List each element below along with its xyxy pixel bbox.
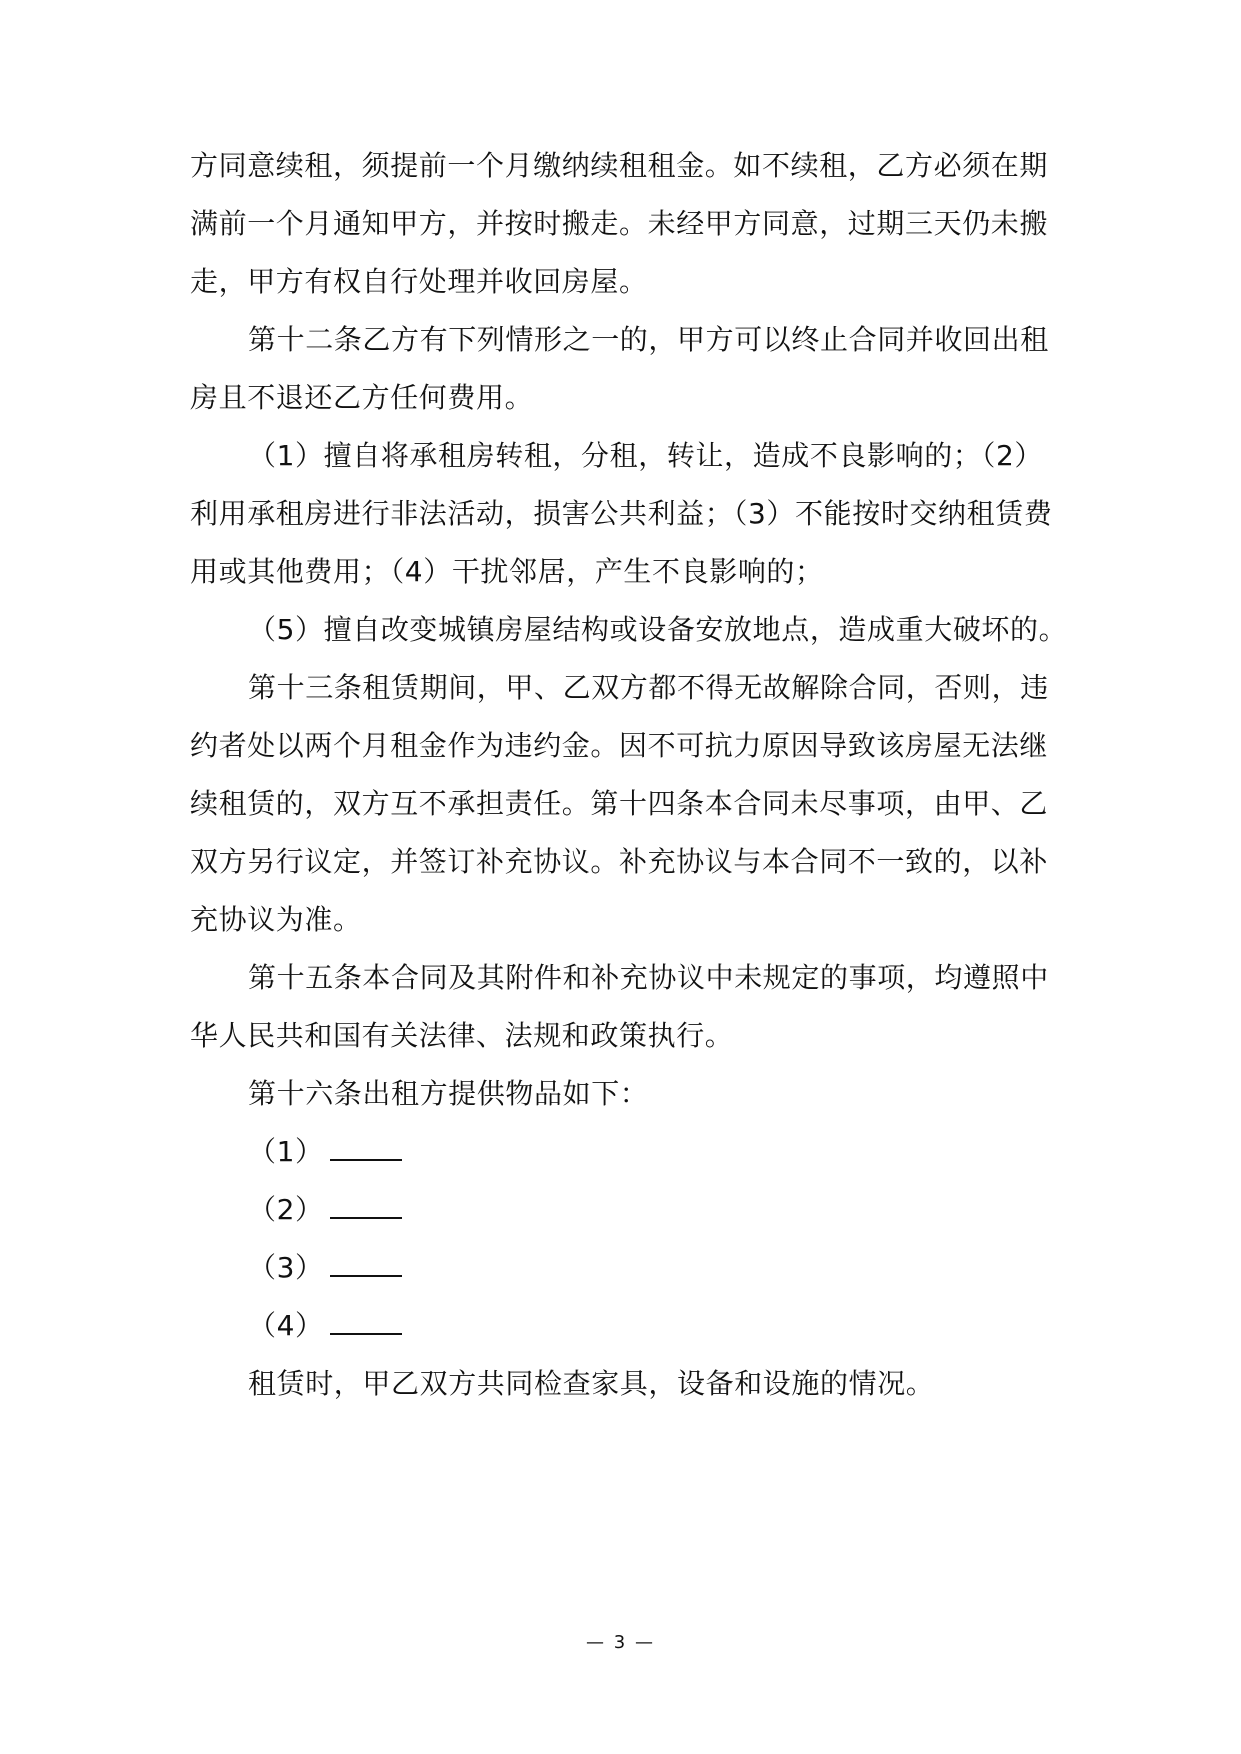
item-number: （1）	[248, 1135, 324, 1168]
item-number: （2）	[248, 1193, 324, 1226]
fill-blank	[330, 1135, 402, 1161]
article-12-line: 第十二条乙方有下列情形之一的，甲方可以终止合同并收回出租	[248, 323, 1049, 356]
fill-blank	[330, 1309, 402, 1335]
page-number: — 3 —	[586, 1632, 655, 1653]
article-13-line: 第十三条租赁期间，甲、乙双方都不得无故解除合同，否则，违	[248, 671, 1049, 704]
item-number: （3）	[248, 1251, 324, 1284]
body-line: 走，甲方有权自行处理并收回房屋。	[190, 265, 648, 298]
body-line: 方同意续租，须提前一个月缴纳续租租金。如不续租，乙方必须在期	[190, 149, 1049, 182]
body-line: 续租赁的，双方互不承担责任。第十四条本合同未尽事项，由甲、乙	[190, 787, 1049, 820]
article-15-line: 第十五条本合同及其附件和补充协议中未规定的事项，均遵照中	[248, 961, 1049, 994]
body-line: 满前一个月通知甲方，并按时搬走。未经甲方同意，过期三天仍未搬	[190, 207, 1049, 240]
body-line: 充协议为准。	[190, 903, 362, 936]
body-line: 约者处以两个月租金作为违约金。因不可抗力原因导致该房屋无法继	[190, 729, 1049, 762]
item-line	[248, 1308, 402, 1344]
body-line: 双方另行议定，并签订补充协议。补充协议与本合同不一致的，以补	[190, 845, 1049, 878]
body-line: 租赁时，甲乙双方共同检查家具，设备和设施的情况。	[248, 1367, 935, 1400]
item-line	[248, 1134, 402, 1170]
body-line: 用或其他费用；（4）干扰邻居，产生不良影响的；	[190, 555, 824, 588]
body-line: 华人民共和国有关法律、法规和政策执行。	[190, 1019, 734, 1052]
fill-blank	[330, 1251, 402, 1277]
item-line	[248, 1250, 402, 1286]
clause-line: （5）擅自改变城镇房屋结构或设备安放地点，造成重大破坏的。	[248, 613, 1068, 646]
body-line: 房且不退还乙方任何费用。	[190, 381, 534, 414]
body-line: 利用承租房进行非法活动，损害公共利益；（3）不能按时交纳租赁费	[190, 497, 1053, 530]
item-line	[248, 1192, 402, 1228]
item-number: （4）	[248, 1309, 324, 1342]
clause-line: （1）擅自将承租房转租，分租，转让，造成不良影响的；（2）	[248, 439, 1044, 472]
article-16-line: 第十六条出租方提供物品如下：	[248, 1077, 649, 1110]
fill-blank	[330, 1193, 402, 1219]
